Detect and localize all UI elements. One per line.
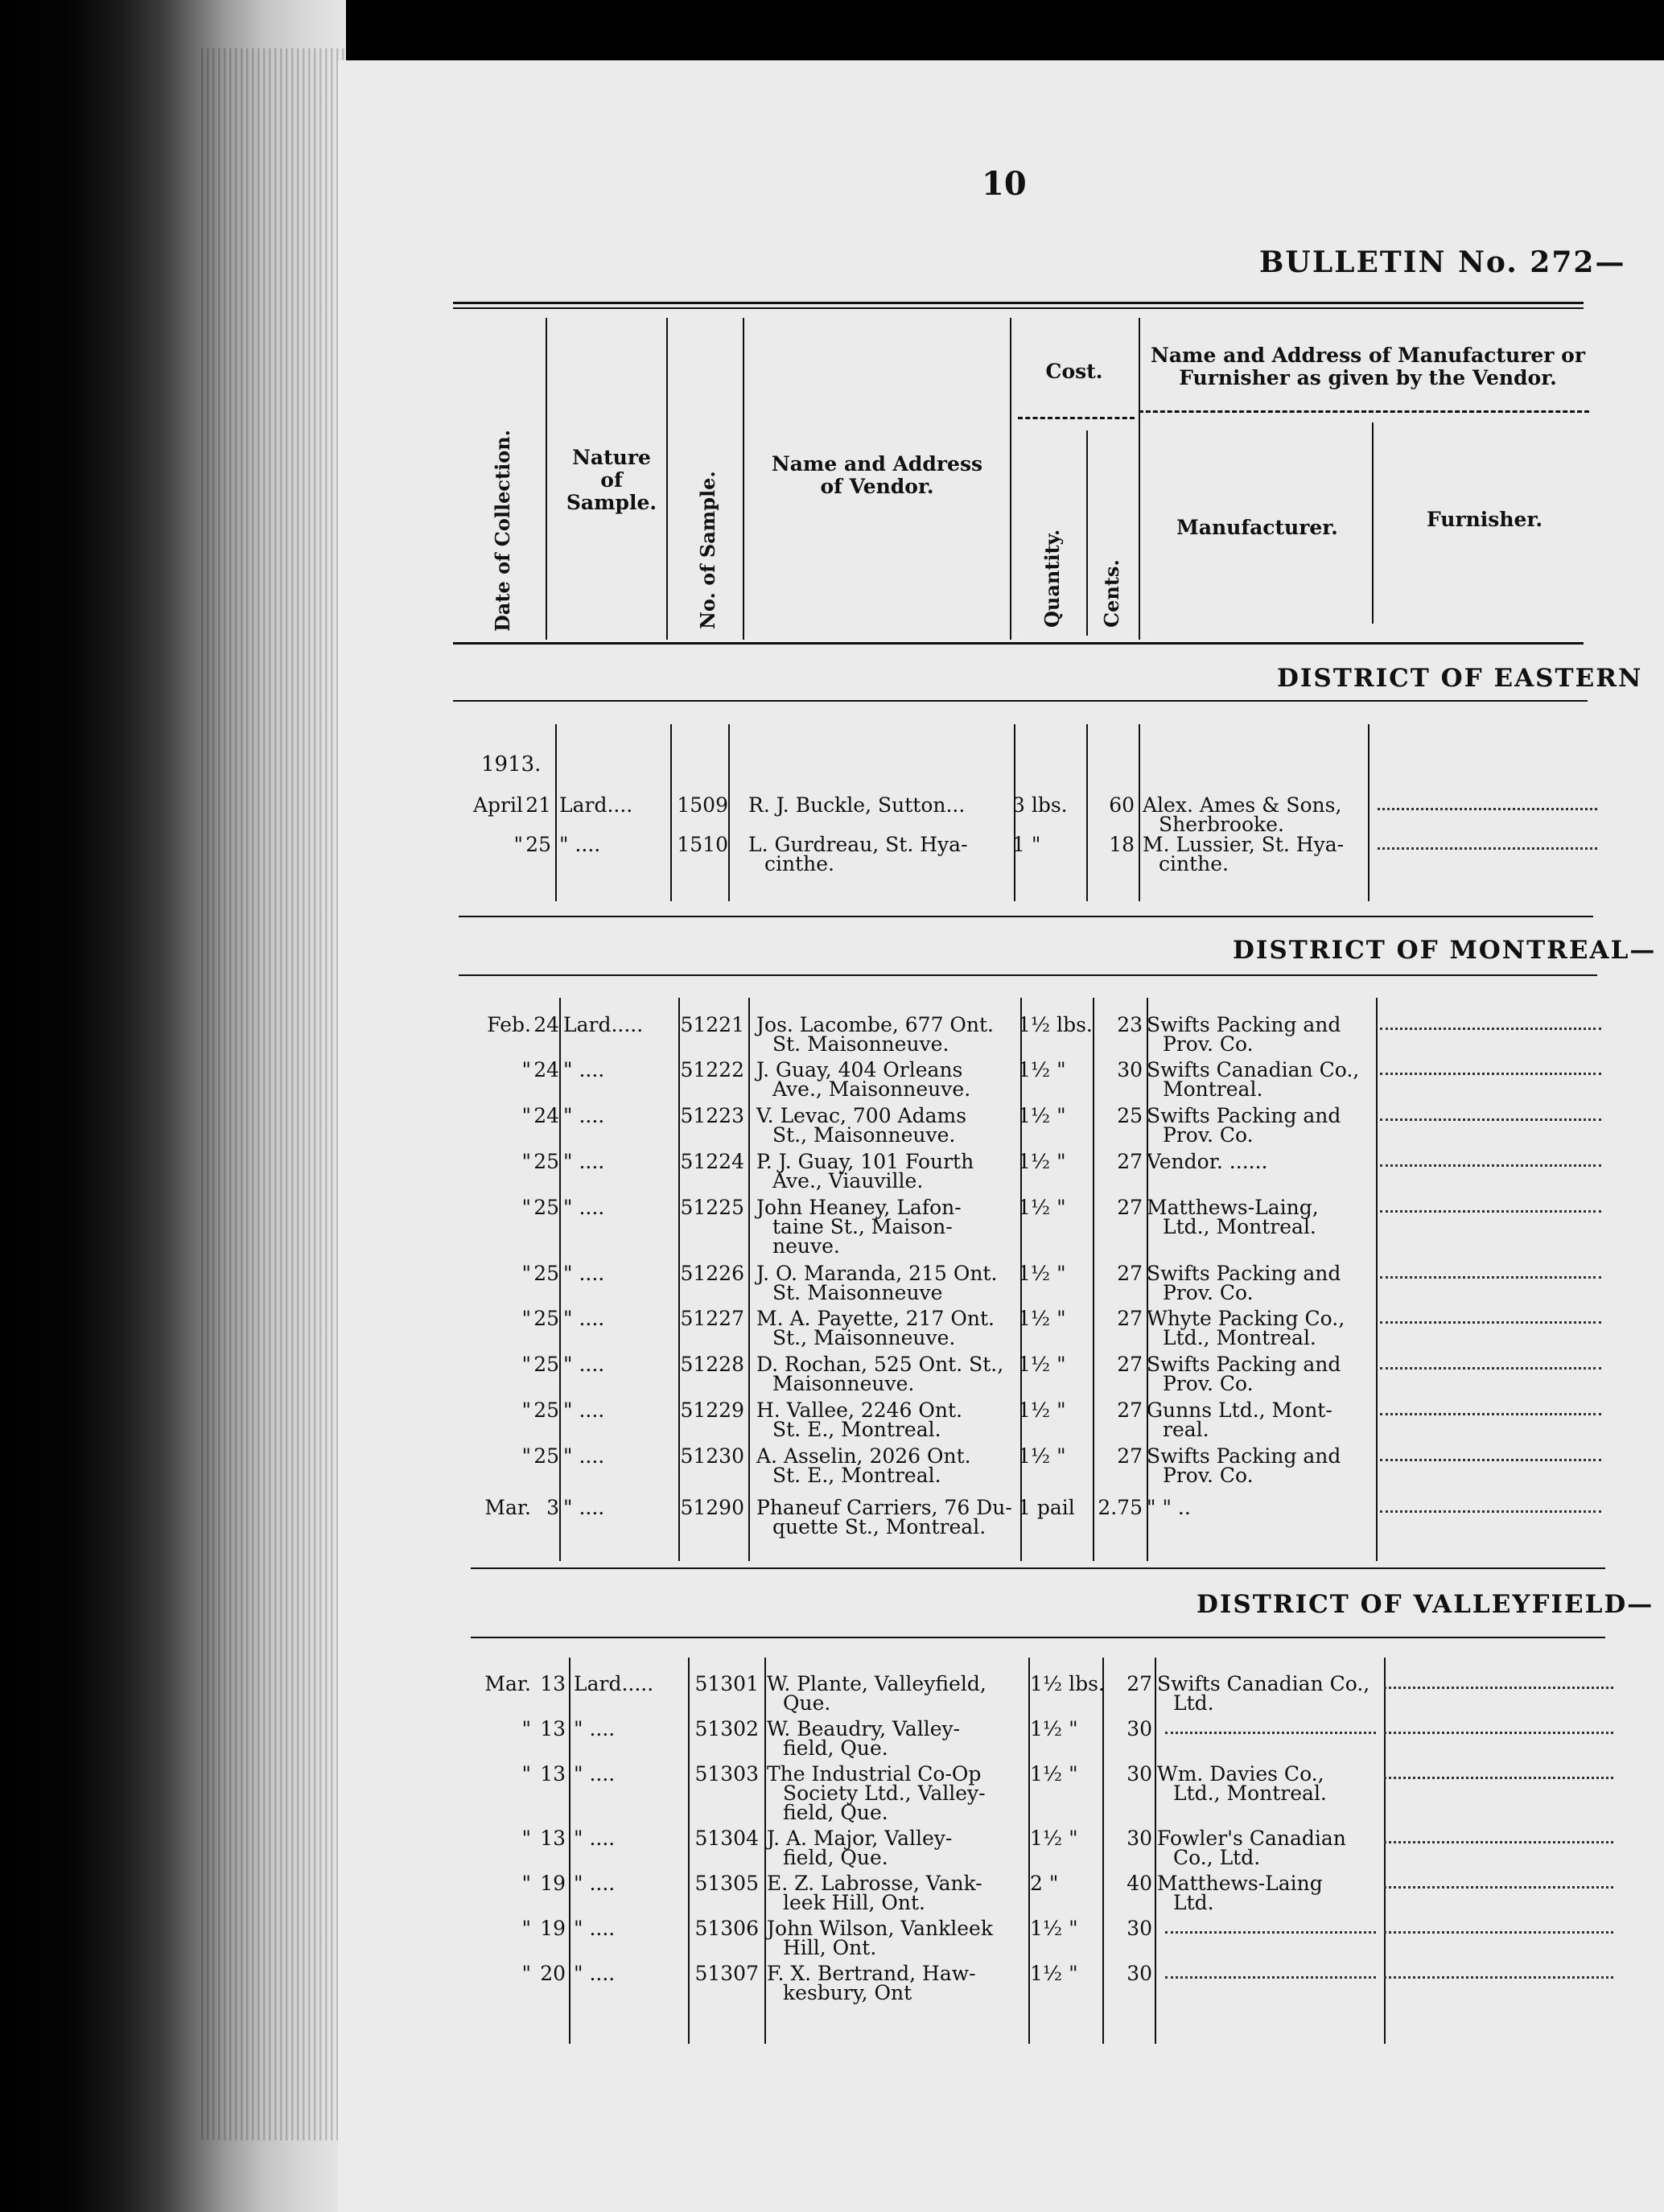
cost-cents: 30 [1126, 1827, 1152, 1850]
cost-rule [1018, 417, 1135, 419]
collection-day: 25 [533, 1444, 559, 1468]
column-separator [748, 998, 750, 1561]
vendor-line: St. E., Montreal. [772, 1464, 941, 1487]
sample-number: 51230 [680, 1444, 744, 1468]
mf-rule [1139, 410, 1589, 413]
cost-quantity: 1½ " [1018, 1196, 1066, 1219]
hdr-vline [1086, 430, 1088, 636]
cost-cents: 27 [1126, 1672, 1152, 1695]
collection-day: 25 [533, 1398, 559, 1422]
sample-number: 51225 [680, 1196, 744, 1219]
manufacturer-line: Vendor. ...... [1147, 1150, 1268, 1173]
manufacturer-line: Swifts Packing and [1147, 1444, 1341, 1468]
cost-cents: 30 [1126, 1717, 1152, 1740]
hdr-vline [546, 318, 547, 640]
vendor-line: Que. [783, 1691, 831, 1715]
col-manufacturer-header: Manufacturer. [1176, 516, 1338, 539]
collection-month: " [521, 1307, 531, 1330]
manufacturer-line: Wm. Davies Co., [1157, 1762, 1324, 1786]
manufacturer-line: Montreal. [1163, 1077, 1263, 1101]
vendor-line: J. O. Maranda, 215 Ont. [756, 1262, 998, 1285]
furnisher-leader-dots [1380, 1028, 1601, 1030]
sample-nature: Lard..... [563, 1013, 644, 1036]
manufacturer-line: Matthews-Laing, [1147, 1196, 1319, 1219]
vendor-line: field, Que. [783, 1846, 888, 1869]
collection-day: 25 [533, 1262, 559, 1285]
cost-quantity: 3 lbs. [1012, 793, 1068, 817]
sample-number: 51226 [680, 1262, 744, 1285]
header-bottom-rule [453, 642, 1584, 645]
collection-day: 24 [533, 1013, 559, 1036]
vendor-line: St., Maisonneuve. [772, 1326, 956, 1349]
cost-cents: 40 [1126, 1872, 1152, 1895]
sample-nature: " .... [574, 1917, 616, 1940]
vendor-line: P. J. Guay, 101 Fourth [756, 1150, 974, 1173]
year-label: 1913. [481, 752, 542, 776]
vendor-line: V. Levac, 700 Adams [756, 1104, 967, 1127]
collection-day: 3 [546, 1496, 559, 1519]
sample-number: 51227 [680, 1307, 744, 1330]
manufacturer-line: Swifts Packing and [1147, 1104, 1341, 1127]
sample-nature: " .... [574, 1827, 616, 1850]
column-separator [1155, 1658, 1156, 2044]
furnisher-leader-dots [1380, 1367, 1601, 1370]
collection-month: " [521, 1058, 531, 1081]
column-separator [559, 998, 561, 1561]
header-top-rule-2 [453, 307, 1584, 309]
vendor-line: F. X. Bertrand, Haw- [767, 1962, 976, 1985]
cost-quantity: 1½ " [1030, 1917, 1078, 1940]
furnisher-leader-dots [1380, 1510, 1601, 1513]
sample-number: 51305 [694, 1872, 759, 1895]
manufacturer-line: Swifts Packing and [1147, 1353, 1341, 1376]
vendor-line: Phaneuf Carriers, 76 Du- [756, 1496, 1012, 1519]
manufacturer-leader-dots [1165, 1732, 1376, 1734]
col-cost-header: Cost. [1045, 360, 1103, 383]
col-date-header: Date of Collection. [491, 429, 514, 632]
sample-number: 51302 [694, 1717, 759, 1740]
column-separator [1384, 1658, 1386, 2044]
collection-month: " [521, 1196, 531, 1219]
sample-nature: " .... [563, 1262, 605, 1285]
hdr-vline [1372, 422, 1374, 624]
column-separator [1139, 724, 1140, 901]
cost-quantity: 1½ " [1030, 1827, 1078, 1850]
sample-nature: " .... [563, 1058, 605, 1081]
cost-cents: 27 [1117, 1150, 1143, 1173]
manufacturer-line: M. Lussier, St. Hya- [1143, 833, 1345, 856]
vendor-line: quette St., Montreal. [772, 1515, 986, 1539]
section-rule [471, 1567, 1605, 1569]
cost-cents: 30 [1117, 1058, 1143, 1081]
column-separator [688, 1658, 690, 2044]
sample-nature: " .... [574, 1962, 616, 1985]
cost-quantity: 1½ lbs. [1030, 1672, 1105, 1695]
district-title: DISTRICT OF MONTREAL— [1233, 936, 1657, 965]
vendor-line: John Heaney, Lafon- [756, 1196, 962, 1219]
collection-month: " [521, 1398, 531, 1422]
cost-quantity: 1½ lbs. [1018, 1013, 1093, 1036]
cost-quantity: 1½ " [1018, 1058, 1066, 1081]
column-separator [1028, 1658, 1030, 2044]
district-title: DISTRICT OF EASTERN [1277, 664, 1643, 693]
cost-cents: 25 [1117, 1104, 1143, 1127]
sample-number: 51223 [680, 1104, 744, 1127]
furnisher-leader-dots [1384, 1687, 1613, 1689]
bulletin-title: BULLETIN No. 272— [1259, 245, 1626, 279]
cost-cents: 23 [1117, 1013, 1143, 1036]
sample-nature: " .... [574, 1872, 616, 1895]
header-top-rule [453, 302, 1584, 304]
col-furnisher-header: Furnisher. [1426, 508, 1543, 531]
collection-day: 25 [533, 1196, 559, 1219]
collection-month: April [473, 793, 523, 817]
column-separator [728, 724, 730, 901]
collection-month: Mar. [484, 1496, 531, 1519]
vendor-line: field, Que. [783, 1736, 888, 1760]
collection-day: 25 [533, 1150, 559, 1173]
sample-number: 51307 [694, 1962, 759, 1985]
furnisher-leader-dots [1378, 808, 1597, 810]
manufacturer-line: Prov. Co. [1163, 1281, 1254, 1304]
vendor-line: Ave., Viauville. [772, 1169, 924, 1193]
collection-month: " [521, 1917, 531, 1940]
col-mf-group-header: Name and Address of Manufacturer or Furnisher as given by the Vendor. [1150, 344, 1585, 389]
vendor-line: W. Plante, Valleyfield, [767, 1672, 986, 1695]
manufacturer-line: Prov. Co. [1163, 1123, 1254, 1147]
page-edges [201, 48, 346, 2140]
cost-cents: 27 [1117, 1262, 1143, 1285]
vendor-line: kesbury, Ont [783, 1981, 912, 2004]
column-separator [1376, 998, 1378, 1561]
furnisher-leader-dots [1380, 1164, 1601, 1167]
col-vendor-header: Name and Address of Vendor. [771, 452, 983, 498]
hdr-vline [1139, 318, 1140, 640]
section-rule [459, 916, 1593, 917]
manufacturer-line: cinthe. [1159, 852, 1229, 875]
manufacturer-line: Sherbrooke. [1159, 813, 1284, 836]
sample-nature: " .... [563, 1353, 605, 1376]
collection-day: 19 [540, 1872, 566, 1895]
manufacturer-line: real. [1163, 1418, 1209, 1441]
vendor-line: Hill, Ont. [783, 1936, 877, 1959]
furnisher-leader-dots [1380, 1210, 1601, 1213]
manufacturer-line: Ltd., Montreal. [1163, 1215, 1316, 1238]
cost-cents: 2.75 [1098, 1496, 1143, 1519]
vendor-line: J. A. Major, Valley- [767, 1827, 953, 1850]
manufacturer-line: Swifts Packing and [1147, 1262, 1341, 1285]
sample-nature: " .... [563, 1104, 605, 1127]
vendor-line: John Wilson, Vankleek [767, 1917, 993, 1940]
sample-number: 51304 [694, 1827, 759, 1850]
column-separator [555, 724, 557, 901]
collection-month: " [521, 1262, 531, 1285]
cost-cents: 27 [1117, 1196, 1143, 1219]
collection-month: " [521, 1827, 531, 1850]
collection-month: " [521, 1150, 531, 1173]
col-cents-header: Cents. [1100, 559, 1123, 628]
vendor-line: Ave., Maisonneuve. [772, 1077, 971, 1101]
collection-day: 13 [540, 1672, 566, 1695]
cost-quantity: 1 " [1012, 833, 1041, 856]
vendor-line: R. J. Buckle, Sutton... [748, 793, 966, 817]
collection-month: " [521, 1104, 531, 1127]
manufacturer-line: Ltd., Montreal. [1163, 1326, 1316, 1349]
collection-day: 20 [540, 1962, 566, 1985]
sample-nature: " .... [563, 1496, 605, 1519]
furnisher-leader-dots [1384, 1886, 1613, 1889]
cost-cents: 30 [1126, 1917, 1152, 1940]
sample-nature: " .... [563, 1398, 605, 1422]
collection-day: 13 [540, 1717, 566, 1740]
sample-nature: " .... [563, 1307, 605, 1330]
cost-cents: 27 [1117, 1307, 1143, 1330]
column-separator [1102, 1658, 1104, 2044]
sample-nature: " .... [559, 833, 601, 856]
collection-day: 25 [533, 1307, 559, 1330]
vendor-line: W. Beaudry, Valley- [767, 1717, 961, 1740]
col-no-header: No. of Sample. [696, 471, 719, 629]
sample-nature: Lard..... [574, 1672, 654, 1695]
collection-month: " [521, 1444, 531, 1468]
vendor-line: taine St., Maison- [772, 1215, 953, 1238]
col-quantity-header: Quantity. [1040, 529, 1064, 628]
collection-day: 25 [533, 1353, 559, 1376]
furnisher-leader-dots [1380, 1073, 1601, 1075]
furnisher-leader-dots [1384, 1841, 1613, 1843]
sample-number: 51222 [680, 1058, 744, 1081]
collection-day: 25 [525, 833, 551, 856]
column-separator [569, 1658, 570, 2044]
cost-quantity: 1 pail [1018, 1496, 1075, 1519]
cost-quantity: 1½ " [1018, 1398, 1066, 1422]
sample-nature: " .... [574, 1717, 616, 1740]
sample-nature: " .... [563, 1444, 605, 1468]
manufacturer-line: Prov. Co. [1163, 1032, 1254, 1056]
vendor-line: Jos. Lacombe, 677 Ont. [756, 1013, 995, 1036]
furnisher-leader-dots [1380, 1321, 1601, 1324]
collection-month: Feb. [487, 1013, 531, 1036]
vendor-line: Society Ltd., Valley- [783, 1782, 986, 1805]
manufacturer-line: Prov. Co. [1163, 1464, 1254, 1487]
manufacturer-line: Gunns Ltd., Mont- [1147, 1398, 1332, 1422]
col-nature-header: Nature of Sample. [566, 446, 657, 514]
collection-day: 19 [540, 1917, 566, 1940]
section-rule [459, 974, 1597, 976]
furnisher-leader-dots [1384, 1777, 1613, 1779]
furnisher-leader-dots [1380, 1118, 1601, 1121]
manufacturer-leader-dots [1165, 1976, 1376, 1979]
collection-month: Mar. [484, 1672, 531, 1695]
manufacturer-leader-dots [1165, 1931, 1376, 1934]
manufacturer-line: Whyte Packing Co., [1147, 1307, 1345, 1330]
manufacturer-line: Matthews-Laing [1157, 1872, 1323, 1895]
collection-day: 24 [533, 1104, 559, 1127]
vendor-line: St. Maisonneuve [772, 1281, 943, 1304]
collection-day: 24 [533, 1058, 559, 1081]
sample-number: 51224 [680, 1150, 744, 1173]
cost-quantity: 1½ " [1030, 1762, 1078, 1786]
collection-month: " [521, 1962, 531, 1985]
manufacturer-line: Swifts Canadian Co., [1147, 1058, 1360, 1081]
district-title: DISTRICT OF VALLEYFIELD— [1197, 1590, 1654, 1619]
cost-cents: 60 [1109, 793, 1135, 817]
furnisher-leader-dots [1380, 1459, 1601, 1461]
column-separator [764, 1658, 766, 2044]
sample-nature: Lard.... [559, 793, 633, 817]
vendor-line: St. Maisonneuve. [772, 1032, 949, 1056]
cost-quantity: 1½ " [1018, 1444, 1066, 1468]
vendor-line: L. Gurdreau, St. Hya- [748, 833, 968, 856]
cost-quantity: 1½ " [1030, 1962, 1078, 1985]
vendor-line: leek Hill, Ont. [783, 1891, 925, 1914]
cost-cents: 30 [1126, 1962, 1152, 1985]
vendor-line: St. E., Montreal. [772, 1418, 941, 1441]
sample-number: 51221 [680, 1013, 744, 1036]
vendor-line: The Industrial Co-Op [767, 1762, 982, 1786]
cost-quantity: 1½ " [1018, 1307, 1066, 1330]
sample-nature: " .... [563, 1150, 605, 1173]
sample-nature: " .... [574, 1762, 616, 1786]
furnisher-leader-dots [1384, 1931, 1613, 1934]
manufacturer-line: Prov. Co. [1163, 1372, 1254, 1395]
sample-number: 51229 [680, 1398, 744, 1422]
vendor-line: cinthe. [764, 852, 834, 875]
cost-quantity: 1½ " [1018, 1353, 1066, 1376]
cost-quantity: 1½ " [1018, 1262, 1066, 1285]
cost-quantity: 1½ " [1018, 1150, 1066, 1173]
collection-month: " [521, 1717, 531, 1740]
collection-day: 13 [540, 1827, 566, 1850]
vendor-line: M. A. Payette, 217 Ont. [756, 1307, 995, 1330]
sample-number: 51303 [694, 1762, 759, 1786]
manufacturer-line: Ltd. [1173, 1691, 1214, 1715]
sample-number: 51301 [694, 1672, 759, 1695]
vendor-line: St., Maisonneuve. [772, 1123, 956, 1147]
page-number: 10 [982, 165, 1027, 203]
vendor-line: A. Asselin, 2026 Ont. [756, 1444, 971, 1468]
section-rule [471, 1637, 1605, 1638]
cost-cents: 27 [1117, 1353, 1143, 1376]
furnisher-leader-dots [1380, 1276, 1601, 1279]
manufacturer-line: Ltd., Montreal. [1173, 1782, 1327, 1805]
cost-quantity: 1½ " [1018, 1104, 1066, 1127]
vendor-line: neuve. [772, 1234, 840, 1258]
sample-number: 51306 [694, 1917, 759, 1940]
vendor-line: E. Z. Labrosse, Vank- [767, 1872, 982, 1895]
cost-cents: 18 [1109, 833, 1135, 856]
collection-month: " [521, 1353, 531, 1376]
vendor-line: D. Rochan, 525 Ont. St., [756, 1353, 1004, 1376]
vendor-line: field, Que. [783, 1801, 888, 1824]
manufacturer-line: Ltd. [1173, 1891, 1214, 1914]
hdr-vline [1010, 318, 1011, 640]
collection-month: " [513, 833, 523, 856]
collection-day: 13 [540, 1762, 566, 1786]
furnisher-leader-dots [1380, 1413, 1601, 1415]
cost-cents: 30 [1126, 1762, 1152, 1786]
cost-cents: 27 [1117, 1444, 1143, 1468]
sample-nature: " .... [563, 1196, 605, 1219]
cost-quantity: 2 " [1030, 1872, 1059, 1895]
cost-cents: 27 [1117, 1398, 1143, 1422]
vendor-line: J. Guay, 404 Orleans [756, 1058, 963, 1081]
collection-month: " [521, 1762, 531, 1786]
collection-day: 21 [525, 793, 551, 817]
manufacturer-line: Co., Ltd. [1173, 1846, 1261, 1869]
section-rule [453, 700, 1588, 702]
sample-number: 1509 [677, 793, 728, 817]
sample-number: 1510 [677, 833, 728, 856]
furnisher-leader-dots [1378, 847, 1597, 850]
manufacturer-line: Swifts Canadian Co., [1157, 1672, 1370, 1695]
manufacturer-line: Fowler's Canadian [1157, 1827, 1346, 1850]
manufacturer-line: Alex. Ames & Sons, [1143, 793, 1342, 817]
cost-quantity: 1½ " [1030, 1717, 1078, 1740]
sample-number: 51228 [680, 1353, 744, 1376]
furnisher-leader-dots [1384, 1976, 1613, 1979]
manufacturer-line: Swifts Packing and [1147, 1013, 1341, 1036]
hdr-vline [743, 318, 744, 640]
collection-month: " [521, 1872, 531, 1895]
manufacturer-line: " " .. [1147, 1496, 1191, 1519]
sample-number: 51290 [680, 1496, 744, 1519]
column-separator [1368, 724, 1370, 901]
vendor-line: H. Vallee, 2246 Ont. [756, 1398, 962, 1422]
vendor-line: Maisonneuve. [772, 1372, 915, 1395]
furnisher-leader-dots [1384, 1732, 1613, 1734]
